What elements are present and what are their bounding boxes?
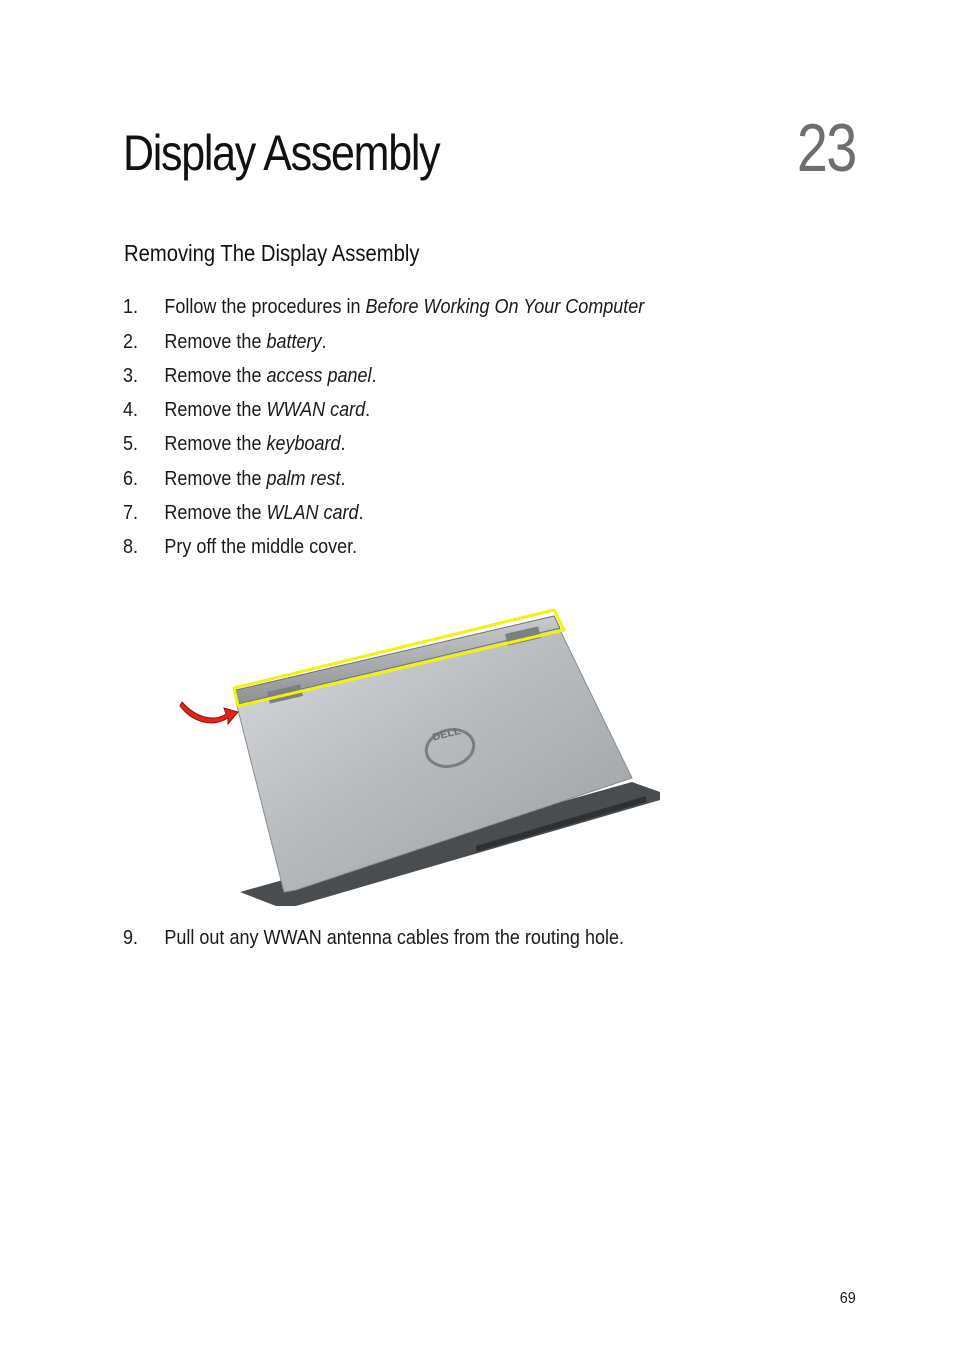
step-1 xyxy=(123,292,644,322)
step-text-end: . xyxy=(365,399,371,421)
step-text: Remove the xyxy=(164,365,267,387)
step-number: 4. xyxy=(123,399,139,421)
page-number: 69 xyxy=(839,1290,856,1307)
dell-logo-text: DELL xyxy=(431,726,462,744)
step-number: 6. xyxy=(123,468,139,490)
step-5 xyxy=(123,429,346,459)
step-text: Pull out any WWAN antenna cables from the routing hole. xyxy=(164,927,624,949)
step-text: Remove the xyxy=(164,468,267,490)
step-link[interactable]: keyboard xyxy=(266,433,341,455)
step-text: Remove the xyxy=(164,399,267,421)
step-number: 8. xyxy=(123,536,139,558)
pry-arrow-icon xyxy=(180,702,238,724)
step-link[interactable]: Before Working On Your Computer xyxy=(365,296,645,318)
step-text: Pry off the middle cover. xyxy=(164,536,358,558)
chapter-title: Display Assembly xyxy=(123,125,440,181)
step-text-end: . xyxy=(321,331,327,353)
section-title: Removing The Display Assembly xyxy=(124,240,420,266)
step-text-end: . xyxy=(340,468,346,490)
chapter-number: 23 xyxy=(797,110,856,186)
step-9 xyxy=(123,923,624,953)
step-4 xyxy=(123,395,370,425)
step-link[interactable]: battery xyxy=(266,331,322,353)
step-text-end: . xyxy=(358,502,364,524)
step-link[interactable]: palm rest xyxy=(266,468,341,490)
step-text: Follow the procedures in xyxy=(164,296,366,318)
step-8 xyxy=(123,532,357,562)
step-number: 1. xyxy=(123,296,139,318)
step-link[interactable]: WLAN card xyxy=(266,502,359,524)
step-text: Remove the xyxy=(164,502,267,524)
step-number: 2. xyxy=(123,331,139,353)
laptop-middle-cover-figure xyxy=(176,600,666,910)
step-text-end: . xyxy=(371,365,377,387)
step-link[interactable]: WWAN card xyxy=(266,399,366,421)
step-7 xyxy=(123,498,363,528)
step-text: Remove the xyxy=(164,433,267,455)
step-6 xyxy=(123,464,345,494)
step-number: 5. xyxy=(123,433,139,455)
step-3 xyxy=(123,361,377,391)
step-number: 7. xyxy=(123,502,139,524)
step-number: 3. xyxy=(123,365,139,387)
step-text-end: . xyxy=(340,433,346,455)
step-number: 9. xyxy=(123,927,139,949)
step-2 xyxy=(123,327,326,357)
step-text: Remove the xyxy=(164,331,267,353)
step-link[interactable]: access panel xyxy=(266,365,372,387)
